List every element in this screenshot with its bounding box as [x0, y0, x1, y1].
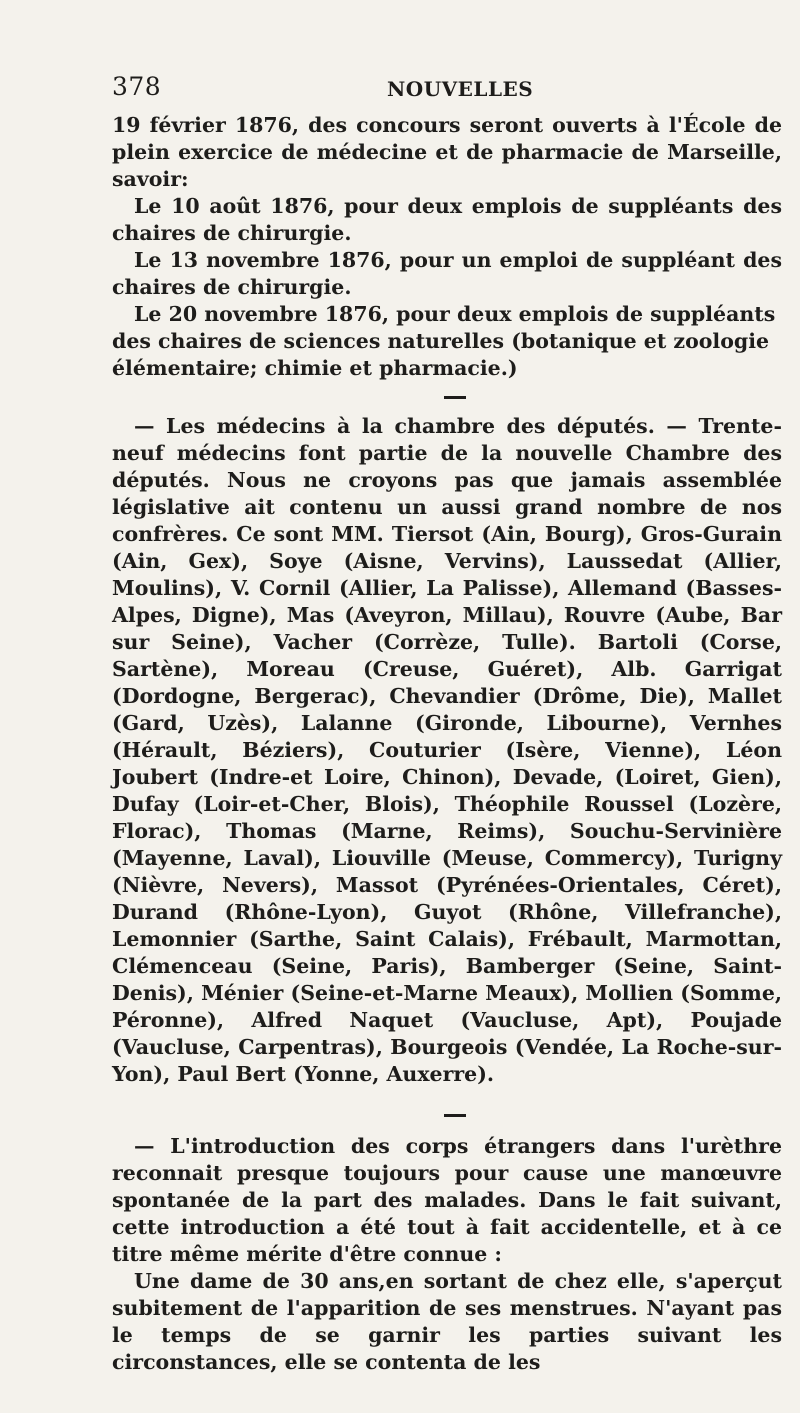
page-header [112, 72, 782, 108]
running-title: NOUVELLES [387, 77, 534, 101]
paragraph-competition-august: Le 10 août 1876, pour deux emplois de suppléants des chaires de chirurgie. [112, 194, 782, 245]
body-text [112, 112, 782, 1376]
paragraph-competition-intro: 19 février 1876, des concours seront ouverts à l'École de plein exercice de médecine et de pharmacie de Marseille, savoir: [112, 113, 782, 191]
paragraph-competition-november-20: Le 20 novembre 1876, pour deux emplois de suppléants des chaires de sciences naturelles (botanique et zoologie élémentaire; chimie et pharmacie.) [112, 302, 776, 380]
paragraph-competition-november-13: Le 13 novembre 1876, pour un emploi de suppléant des chaires de chirurgie. [112, 248, 782, 299]
section-separator [444, 1114, 466, 1117]
paragraph-case-report: Une dame de 30 ans,en sortant de chez elle, s'aperçut subitement de l'apparition de ses menstrues. N'ayant pas le temps de se garnir les parties suivant les circonstances, elle se contenta de les [112, 1269, 782, 1374]
section-separator [444, 396, 466, 399]
page-number: 378 [112, 72, 162, 101]
paragraph-foreign-bodies: — L'introduction des corps étrangers dans l'urèthre reconnait presque toujours pour cause une manœuvre spontanée de la part des malades. Dans le fait suivant, cette introduction a été tout à fait accidentelle, et à ce titre même mérite d'être connue : [112, 1134, 782, 1266]
paragraph-doctors-in-chamber: — Les médecins à la chambre des députés. — Trente-neuf médecins font partie de la nouvelle Chambre des députés. Nous ne croyons pas que jamais assemblée législative ait contenu un aussi grand nombre de nos confrères. Ce sont MM. Tiersot (Ain, Bourg), Gros-Gurain (Ain, Gex), Soye (Aisne, Vervins), Laussedat (Allier, Moulins), V. Cornil (Allier, La Palisse), Allemand (Basses-Alpes, Digne), Mas (Aveyron, Millau), Rouvre (Aube, Bar sur Seine), Vacher (Corrèze, Tulle). Bartoli (Corse, Sartène), Moreau (Creuse, Guéret), Alb. Garrigat (Dordogne, Bergerac), Chevandier (Drôme, Die), Mallet (Gard, Uzès), Lalanne (Gironde, Libourne), Vernhes (Hérault, Béziers), Couturier (Isère, Vienne), Léon Joubert (Indre-et Loire, Chinon), Devade, (Loiret, Gien), Dufay (Loir-et-Cher, Blois), Théophile Roussel (Lozère, Florac), Thomas (Marne, Reims), Souchu-Servinière (Mayenne, Laval), Liouville (Meuse, Commercy), Turigny (Nièvre, Nevers), Massot (Pyrénées-Orientales, Céret), Durand (Rhône-Lyon), Guyot (Rhône, Villefranche), Lemonnier (Sarthe, Saint Calais), Frébault, Marmottan, Clémenceau (Seine, Paris), Bamberger (Seine, Saint-Denis), Ménier (Seine-et-Marne Meaux), Mollien (Somme, Péronne), Alfred Naquet (Vaucluse, Apt), Poujade (Vaucluse, Carpentras), Bourgeois (Vendée, La Roche-sur-Yon), Paul Bert (Yonne, Auxerre). [112, 414, 782, 1086]
